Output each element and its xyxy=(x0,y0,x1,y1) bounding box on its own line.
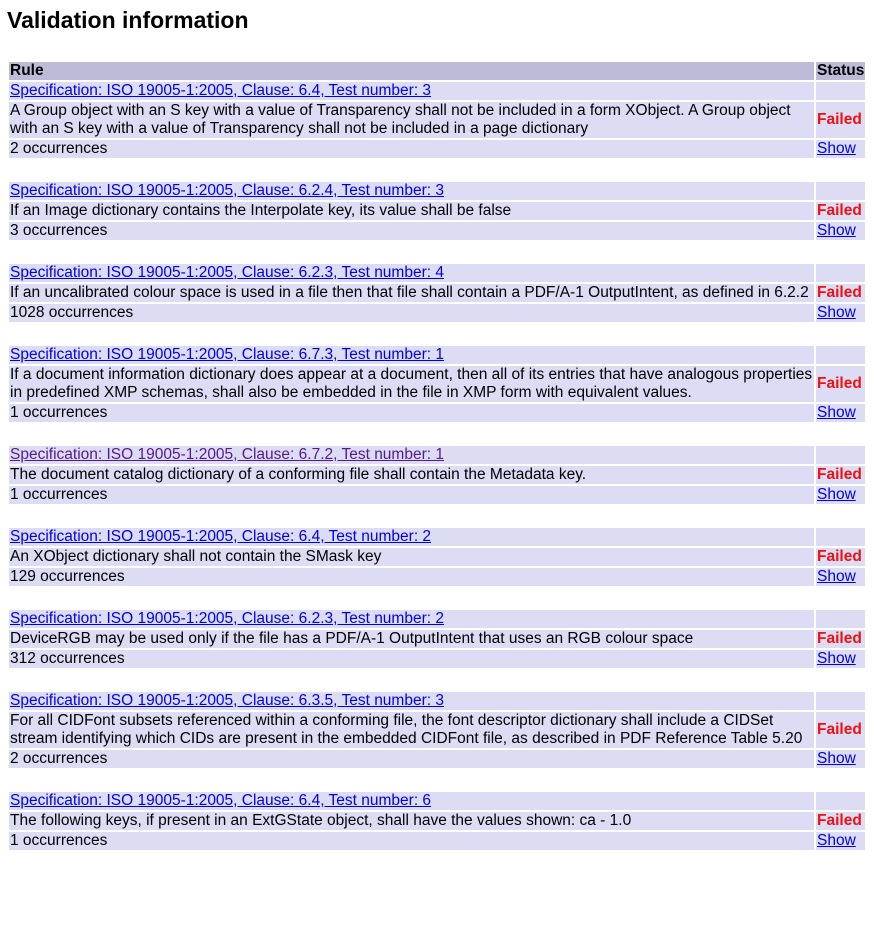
show-link[interactable]: Show xyxy=(817,304,856,321)
status-badge: Failed xyxy=(816,630,865,648)
rule-description: If an Image dictionary contains the Interpolate key, its value shall be false xyxy=(9,202,814,220)
show-link[interactable]: Show xyxy=(817,650,856,667)
rule-spec-row xyxy=(9,446,865,464)
status-badge: Failed xyxy=(816,202,865,220)
rule-description-row xyxy=(9,102,865,138)
status-badge: Failed xyxy=(816,102,865,138)
page-title: Validation information xyxy=(7,7,249,33)
occurrences-count: 1028 occurrences xyxy=(9,304,814,322)
rule-occurrences-row xyxy=(9,222,865,240)
status-badge: Failed xyxy=(816,284,865,302)
status-badge: Failed xyxy=(816,548,865,566)
rule-spec-row xyxy=(9,346,865,364)
spec-link[interactable]: Specification: ISO 19005-1:2005, Clause: 6.4, Test number: 2 xyxy=(10,528,432,545)
rule-occurrences-row xyxy=(9,750,865,768)
show-link[interactable]: Show xyxy=(817,222,856,239)
occurrences-count: 2 occurrences xyxy=(9,140,814,158)
rule-description-row xyxy=(9,548,865,566)
show-link[interactable]: Show xyxy=(817,832,856,849)
occurrences-count: 1 occurrences xyxy=(9,832,814,850)
spec-link[interactable]: Specification: ISO 19005-1:2005, Clause: 6.2.4, Test number: 3 xyxy=(10,182,444,199)
show-link[interactable]: Show xyxy=(817,404,856,421)
occurrences-count: 3 occurrences xyxy=(9,222,814,240)
rule-column-header: Rule xyxy=(9,62,814,80)
rule-description-row xyxy=(9,466,865,484)
rule-description-row xyxy=(9,284,865,302)
rule-description-row xyxy=(9,812,865,830)
header-row xyxy=(9,62,865,80)
rule-description-row xyxy=(9,366,865,402)
occurrences-count: 2 occurrences xyxy=(9,750,814,768)
spec-link[interactable]: Specification: ISO 19005-1:2005, Clause: 6.7.3, Test number: 1 xyxy=(10,346,444,363)
validation-table xyxy=(7,60,867,852)
rule-spec-row xyxy=(9,82,865,100)
rule-description: DeviceRGB may be used only if the file has a PDF/A-1 OutputIntent that uses an RGB colour space xyxy=(9,630,814,648)
occurrences-count: 1 occurrences xyxy=(9,404,814,422)
rule-occurrences-row xyxy=(9,650,865,668)
occurrences-count: 312 occurrences xyxy=(9,650,814,668)
rule-description: The following keys, if present in an ExtGState object, shall have the values shown: ca - 1.0 xyxy=(9,812,814,830)
spec-link[interactable]: Specification: ISO 19005-1:2005, Clause: 6.2.3, Test number: 4 xyxy=(10,264,444,281)
rule-occurrences-row xyxy=(9,568,865,586)
rule-description-row xyxy=(9,712,865,748)
spec-link[interactable]: Specification: ISO 19005-1:2005, Clause: 6.3.5, Test number: 3 xyxy=(10,692,444,709)
rule-occurrences-row xyxy=(9,140,865,158)
status-column-header: Status xyxy=(817,62,865,79)
show-link[interactable]: Show xyxy=(817,486,856,503)
spec-link[interactable]: Specification: ISO 19005-1:2005, Clause: 6.7.2, Test number: 1 xyxy=(10,446,444,463)
rule-description: A Group object with an S key with a value of Transparency shall not be included in a form XObject. A Group object with an S key with a value of Transparency shall not be included in a page dictionary xyxy=(9,102,814,138)
spec-link[interactable]: Specification: ISO 19005-1:2005, Clause: 6.2.3, Test number: 2 xyxy=(10,610,444,627)
rule-spec-row xyxy=(9,792,865,810)
status-badge: Failed xyxy=(816,366,865,402)
rule-occurrences-row xyxy=(9,404,865,422)
rule-description: If a document information dictionary does appear at a document, then all of its entries that have analogous properties in predefined XMP schemas, shall also be embedded in the file in XMP form with equivalent values. xyxy=(10,366,813,401)
rule-description: For all CIDFont subsets referenced within a conforming file, the font descriptor dictionary shall include a CIDSet stream identifying which CIDs are present in the embedded CIDFont file, as described in PDF Reference Table 5.20 xyxy=(9,712,814,748)
rule-spec-row xyxy=(9,692,865,710)
show-link[interactable]: Show xyxy=(817,568,856,585)
spec-link[interactable]: Specification: ISO 19005-1:2005, Clause: 6.4, Test number: 6 xyxy=(10,792,432,809)
rule-description: If an uncalibrated colour space is used in a file then that file shall contain a PDF/A-1 OutputIntent, as defined in 6.2.2 xyxy=(9,284,814,302)
rule-spec-row xyxy=(9,528,865,546)
rule-description-row xyxy=(9,202,865,220)
spec-link[interactable]: Specification: ISO 19005-1:2005, Clause: 6.4, Test number: 3 xyxy=(10,82,432,99)
rule-occurrences-row xyxy=(9,832,865,850)
status-badge: Failed xyxy=(816,812,865,830)
show-link[interactable]: Show xyxy=(817,750,856,767)
occurrences-count: 129 occurrences xyxy=(9,568,814,586)
rule-description: The document catalog dictionary of a conforming file shall contain the Metadata key. xyxy=(9,466,814,484)
status-badge: Failed xyxy=(816,712,865,748)
rule-spec-row xyxy=(9,264,865,282)
occurrences-count: 1 occurrences xyxy=(9,486,814,504)
show-link[interactable]: Show xyxy=(817,140,856,157)
rule-occurrences-row xyxy=(9,486,865,504)
status-badge: Failed xyxy=(816,466,865,484)
rule-occurrences-row xyxy=(9,304,865,322)
rule-description: An XObject dictionary shall not contain the SMask key xyxy=(9,548,814,566)
rule-spec-row xyxy=(9,610,865,628)
rule-description-row xyxy=(9,630,865,648)
rule-spec-row xyxy=(9,182,865,200)
